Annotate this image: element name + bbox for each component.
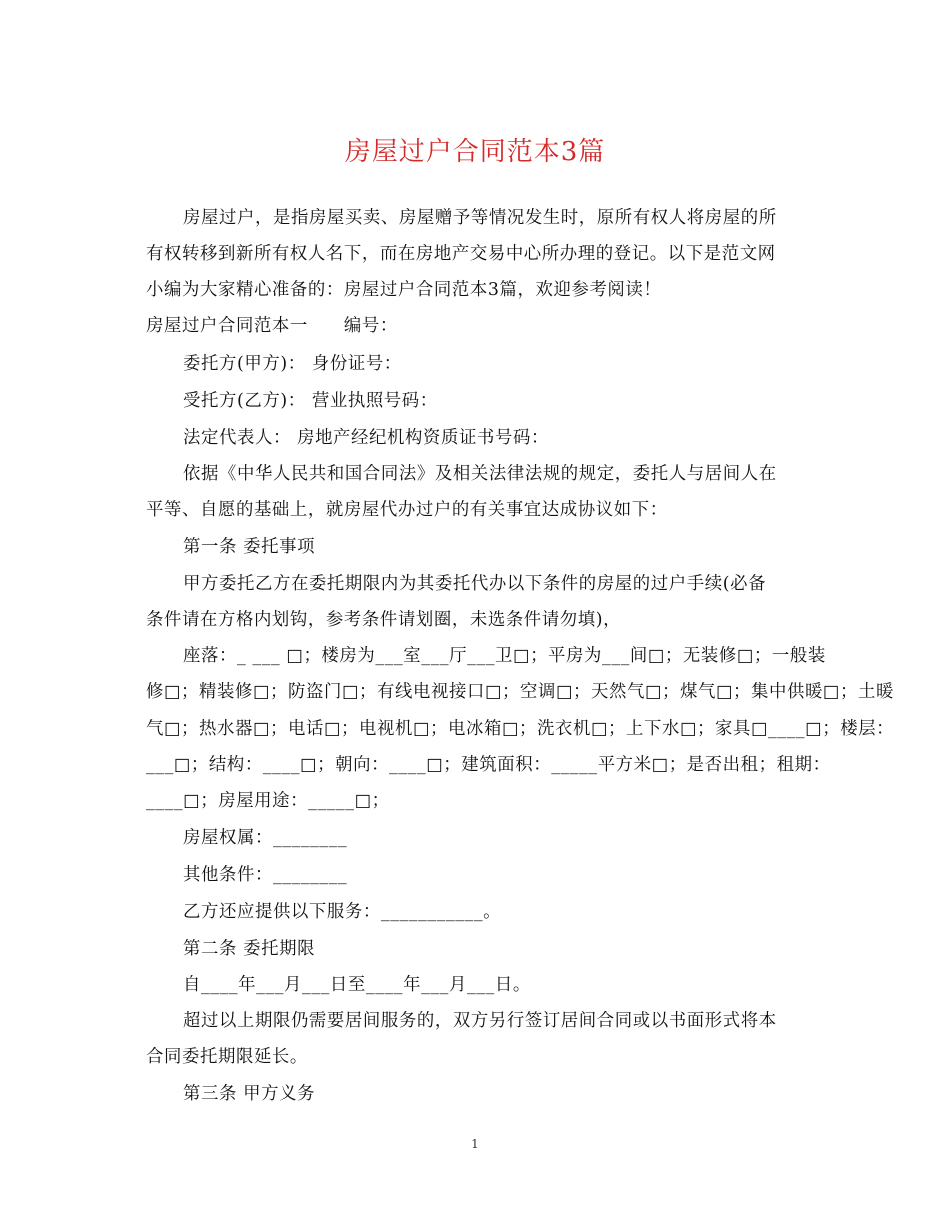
section-heading: 房屋过户合同范本一 编号： [146, 316, 398, 336]
document-title: 房屋过户合同范本3篇 [344, 137, 606, 167]
paragraph-line: 平等、自愿的基础上，就房屋代办过户的有关事宜达成协议如下： [146, 500, 668, 520]
paragraph-line: 乙方还应提供以下服务：___________。 [183, 902, 502, 922]
paragraph-line: 气□；热水器□；电话□；电视机□；电冰箱□；洗衣机□；上下水□；家具□____□；楼层： [146, 719, 895, 739]
paragraph-line: 法定代表人： 房地产经纪机构资质证书号码： [183, 428, 549, 448]
paragraph-line: 自____年___月___日至____年___月___日。 [183, 975, 531, 995]
paragraph-line: 房屋权属：________ [183, 828, 348, 848]
paragraph-line: 有权转移到新所有权人名下，而在房地产交易中心所办理的登记。以下是范文网 [146, 244, 776, 264]
paragraph-line: 房屋过户，是指房屋买卖、房屋赠予等情况发生时，原所有权人将房屋的所 [183, 208, 777, 228]
paragraph-line: 条件请在方格内划钩，参考条件请划圈，未选条件请勿填)， [146, 610, 622, 630]
paragraph-line: 受托方(乙方)： 营业执照号码： [183, 391, 438, 411]
paragraph-line: 其他条件：________ [183, 865, 348, 885]
paragraph-line: 依据《中华人民共和国合同法》及相关法律法规的规定，委托人与居间人在 [183, 464, 777, 484]
article-heading: 第二条 委托期限 [183, 939, 316, 959]
paragraph-line: ____□；房屋用途：_____□； [146, 791, 390, 811]
paragraph-line: ___□；结构：____□；朝向：____□；建筑面积：_____平方米□；是否出租；租期： [146, 755, 831, 775]
paragraph-line: 委托方(甲方)： 身份证号： [183, 354, 402, 374]
page-number: 1 [471, 1137, 479, 1151]
paragraph-line: 甲方委托乙方在委托期限内为其委托代办以下条件的房屋的过户手续(必备 [183, 574, 767, 594]
paragraph-line: 修□；精装修□；防盗门□；有线电视接口□；空调□；天然气□；煤气□；集中供暖□；土暖 [146, 682, 894, 702]
article-heading: 第一条 委托事项 [183, 537, 316, 557]
paragraph-line: 合同委托期限延长。 [146, 1047, 308, 1067]
paragraph-line: 小编为大家精心准备的：房屋过户合同范本3篇，欢迎参考阅读！ [146, 280, 662, 300]
article-heading: 第三条 甲方义务 [183, 1084, 316, 1104]
paragraph-line: 座落：_ ___ □；楼房为___室___厅___卫□；平房为___间□；无装修□；一般装 [183, 646, 826, 666]
paragraph-line: 超过以上期限仍需要居间服务的，双方另行签订居间合同或以书面形式将本 [183, 1011, 777, 1031]
